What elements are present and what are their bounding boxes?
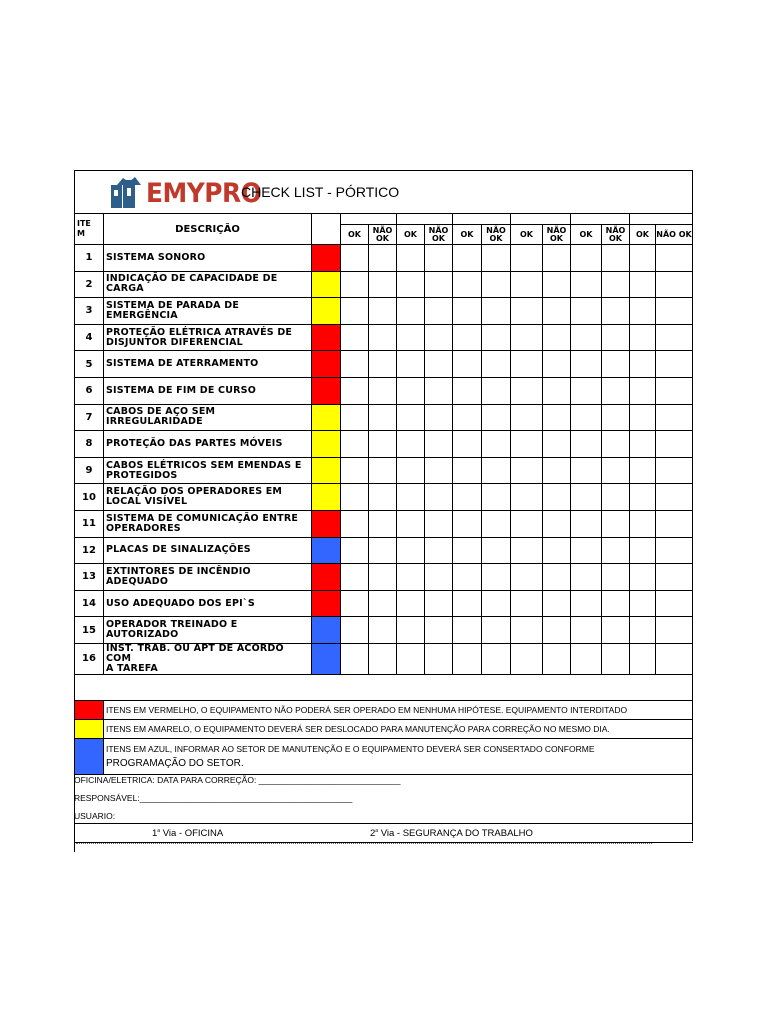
- check-cell-nao-ok[interactable]: [543, 298, 571, 325]
- legend-row-blue: [75, 738, 693, 774]
- check-cell-ok[interactable]: [511, 617, 543, 644]
- check-cell-ok[interactable]: [397, 245, 425, 272]
- header-cell: [75, 171, 693, 214]
- check-cell-ok[interactable]: [630, 590, 656, 617]
- legend-row-yellow: [75, 719, 693, 738]
- check-cell-ok[interactable]: [511, 404, 543, 431]
- item-description: CABOS DE AÇO SEM IRREGULARIDADE: [104, 404, 312, 431]
- check-cell-nao-ok[interactable]: [425, 377, 453, 404]
- check-cell-ok[interactable]: [511, 245, 543, 272]
- check-cell-ok[interactable]: [453, 457, 482, 484]
- check-cell-ok[interactable]: [630, 298, 656, 325]
- oficina-date-field[interactable]: OFICINA/ELETRICA: DATA PARA CORREÇÃO: ______________________________: [74, 775, 401, 785]
- check-cell-ok[interactable]: [341, 643, 369, 674]
- item-description: INST. TRAB. OU APT DE ACORDO COM A TAREFA: [104, 643, 312, 674]
- check-cell-nao-ok[interactable]: [369, 245, 397, 272]
- item-description: INDICAÇÃO DE CAPACIDADE DE CARGA: [104, 271, 312, 298]
- check-cell-ok[interactable]: [630, 484, 656, 511]
- check-cell-ok[interactable]: [630, 431, 656, 458]
- check-cell-nao-ok[interactable]: [425, 617, 453, 644]
- check-cell-nao-ok[interactable]: [369, 298, 397, 325]
- check-cell-nao-ok[interactable]: [656, 617, 693, 644]
- check-cell-ok[interactable]: [341, 457, 369, 484]
- column-header-color: [312, 214, 341, 245]
- check-cell-ok[interactable]: [341, 351, 369, 378]
- check-cell-ok[interactable]: [511, 537, 543, 564]
- check-cell-ok[interactable]: [397, 298, 425, 325]
- check-cell-ok[interactable]: [453, 377, 482, 404]
- check-cell-nao-ok[interactable]: [543, 245, 571, 272]
- item-number: 8: [75, 431, 104, 458]
- check-cell-ok[interactable]: [397, 431, 425, 458]
- legend-text-blue: ITENS EM AZUL, INFORMAR AO SETOR DE MANUTENÇÃO E O EQUIPAMENTO DEVERÁ SER CONSERTADO CONFORME PROGRAMAÇÃO DO SETOR.: [104, 738, 693, 774]
- check-cell-ok[interactable]: [341, 245, 369, 272]
- check-cell-nao-ok[interactable]: [602, 431, 630, 458]
- check-cell-nao-ok[interactable]: [656, 564, 693, 591]
- item-number: 1: [75, 245, 104, 272]
- check-cell-ok[interactable]: [397, 351, 425, 378]
- severity-swatch-red: [312, 324, 341, 351]
- item-description: RELAÇÃO DOS OPERADORES EM LOCAL VISÍVEL: [104, 484, 312, 511]
- check-cell-nao-ok[interactable]: [543, 271, 571, 298]
- check-cell-nao-ok[interactable]: [543, 431, 571, 458]
- check-cell-nao-ok[interactable]: [656, 590, 693, 617]
- check-cell-ok[interactable]: [511, 298, 543, 325]
- column-header-nao-ok: NÃO OK: [482, 225, 511, 245]
- check-cell-ok[interactable]: [571, 377, 602, 404]
- column-header-nao-ok: NÃO OK: [369, 225, 397, 245]
- check-group-1: [341, 214, 397, 225]
- check-cell-nao-ok[interactable]: [543, 484, 571, 511]
- check-cell-nao-ok[interactable]: [656, 377, 693, 404]
- item-number: 7: [75, 404, 104, 431]
- check-cell-ok[interactable]: [453, 484, 482, 511]
- item-number: 4: [75, 324, 104, 351]
- check-cell-ok[interactable]: [341, 564, 369, 591]
- table-row: [75, 457, 693, 484]
- check-group-3: [453, 214, 511, 225]
- check-cell-nao-ok[interactable]: [602, 324, 630, 351]
- check-cell-ok[interactable]: [571, 590, 602, 617]
- item-description: SISTEMA SONORO: [104, 245, 312, 272]
- column-header-nao-ok: NÃO OK: [656, 225, 693, 245]
- check-cell-nao-ok[interactable]: [602, 245, 630, 272]
- check-group-2: [397, 214, 453, 225]
- check-cell-nao-ok[interactable]: [602, 377, 630, 404]
- check-cell-nao-ok[interactable]: [369, 271, 397, 298]
- table-row: [75, 537, 693, 564]
- check-cell-nao-ok[interactable]: [656, 298, 693, 325]
- check-cell-nao-ok[interactable]: [656, 271, 693, 298]
- check-cell-nao-ok[interactable]: [482, 431, 511, 458]
- check-cell-nao-ok[interactable]: [482, 245, 511, 272]
- item-description: SISTEMA DE ATERRAMENTO: [104, 351, 312, 378]
- table-row: [75, 431, 693, 458]
- check-cell-nao-ok[interactable]: [425, 457, 453, 484]
- check-cell-nao-ok[interactable]: [425, 643, 453, 674]
- check-cell-nao-ok[interactable]: [369, 617, 397, 644]
- check-cell-ok[interactable]: [341, 298, 369, 325]
- check-cell-nao-ok[interactable]: [482, 484, 511, 511]
- check-cell-ok[interactable]: [511, 377, 543, 404]
- check-cell-nao-ok[interactable]: [369, 564, 397, 591]
- item-description: SISTEMA DE PARADA DE EMERGÊNCIA: [104, 298, 312, 325]
- check-cell-ok[interactable]: [571, 245, 602, 272]
- check-group-6: [630, 214, 693, 225]
- item-number: 3: [75, 298, 104, 325]
- check-cell-nao-ok[interactable]: [425, 404, 453, 431]
- check-cell-ok[interactable]: [397, 564, 425, 591]
- column-header-description: DESCRIÇÃO: [104, 214, 312, 245]
- check-cell-ok[interactable]: [453, 617, 482, 644]
- severity-swatch-red: [312, 245, 341, 272]
- severity-swatch-yellow: [312, 404, 341, 431]
- check-cell-ok[interactable]: [630, 351, 656, 378]
- check-cell-nao-ok[interactable]: [369, 457, 397, 484]
- check-cell-nao-ok[interactable]: [602, 510, 630, 537]
- severity-swatch-blue: [312, 537, 341, 564]
- check-cell-ok[interactable]: [630, 537, 656, 564]
- column-header-ok: OK: [397, 225, 425, 245]
- check-cell-nao-ok[interactable]: [425, 484, 453, 511]
- table-row: [75, 643, 693, 674]
- check-cell-ok[interactable]: [453, 537, 482, 564]
- check-cell-ok[interactable]: [397, 457, 425, 484]
- check-cell-ok[interactable]: [511, 457, 543, 484]
- check-cell-nao-ok[interactable]: [602, 404, 630, 431]
- check-cell-nao-ok[interactable]: [369, 484, 397, 511]
- check-cell-nao-ok[interactable]: [369, 351, 397, 378]
- check-cell-nao-ok[interactable]: [425, 245, 453, 272]
- check-cell-nao-ok[interactable]: [602, 537, 630, 564]
- check-cell-ok[interactable]: [397, 484, 425, 511]
- item-number: 2: [75, 271, 104, 298]
- column-header-nao-ok: NÃO OK: [425, 225, 453, 245]
- check-cell-ok[interactable]: [397, 643, 425, 674]
- check-cell-ok[interactable]: [341, 377, 369, 404]
- check-cell-nao-ok[interactable]: [425, 590, 453, 617]
- check-cell-ok[interactable]: [341, 537, 369, 564]
- logo-mark-icon: [109, 176, 145, 210]
- check-cell-ok[interactable]: [397, 537, 425, 564]
- column-header-ok: OK: [511, 225, 543, 245]
- check-cell-ok[interactable]: [630, 271, 656, 298]
- column-header-ok: OK: [341, 225, 369, 245]
- check-cell-nao-ok[interactable]: [656, 404, 693, 431]
- check-cell-ok[interactable]: [511, 351, 543, 378]
- check-cell-ok[interactable]: [630, 617, 656, 644]
- check-cell-nao-ok[interactable]: [482, 510, 511, 537]
- table-row: [75, 564, 693, 591]
- via-oficina: 1$^a$ Via - OFICINA: [152, 828, 224, 839]
- item-number: 5: [75, 351, 104, 378]
- check-cell-nao-ok[interactable]: [482, 351, 511, 378]
- check-cell-nao-ok[interactable]: [482, 564, 511, 591]
- check-cell-nao-ok[interactable]: [543, 510, 571, 537]
- check-cell-nao-ok[interactable]: [656, 510, 693, 537]
- check-cell-nao-ok[interactable]: [482, 324, 511, 351]
- severity-swatch-yellow: [312, 271, 341, 298]
- check-cell-nao-ok[interactable]: [425, 298, 453, 325]
- check-cell-ok[interactable]: [571, 351, 602, 378]
- item-number: 12: [75, 537, 104, 564]
- check-cell-nao-ok[interactable]: [482, 377, 511, 404]
- table-row: [75, 590, 693, 617]
- item-description: CABOS ELÉTRICOS SEM EMENDAS E PROTEGIDOS: [104, 457, 312, 484]
- check-cell-nao-ok[interactable]: [482, 404, 511, 431]
- check-cell-nao-ok[interactable]: [656, 351, 693, 378]
- check-cell-nao-ok[interactable]: [369, 537, 397, 564]
- item-description: EXTINTORES DE INCÊNDIO ADEQUADO: [104, 564, 312, 591]
- check-cell-nao-ok[interactable]: [602, 617, 630, 644]
- table-row: [75, 245, 693, 272]
- item-number: 6: [75, 377, 104, 404]
- check-cell-nao-ok[interactable]: [543, 457, 571, 484]
- check-cell-nao-ok[interactable]: [602, 271, 630, 298]
- check-cell-ok[interactable]: [453, 351, 482, 378]
- item-number: 10: [75, 484, 104, 511]
- check-cell-ok[interactable]: [511, 324, 543, 351]
- column-header-nao-ok: NÃO OK: [602, 225, 630, 245]
- check-cell-nao-ok[interactable]: [425, 431, 453, 458]
- item-number: 13: [75, 564, 104, 591]
- check-cell-nao-ok[interactable]: [602, 298, 630, 325]
- check-cell-nao-ok[interactable]: [369, 377, 397, 404]
- copy-routing: [74, 823, 693, 843]
- check-cell-ok[interactable]: [511, 271, 543, 298]
- check-cell-ok[interactable]: [630, 324, 656, 351]
- table-row: [75, 617, 693, 644]
- column-header-ok: OK: [571, 225, 602, 245]
- check-cell-nao-ok[interactable]: [482, 617, 511, 644]
- check-cell-nao-ok[interactable]: [543, 564, 571, 591]
- check-cell-ok[interactable]: [397, 617, 425, 644]
- check-cell-ok[interactable]: [571, 564, 602, 591]
- table-row: [75, 510, 693, 537]
- check-cell-nao-ok[interactable]: [425, 537, 453, 564]
- check-cell-nao-ok[interactable]: [425, 510, 453, 537]
- check-cell-nao-ok[interactable]: [602, 564, 630, 591]
- check-cell-ok[interactable]: [453, 431, 482, 458]
- check-cell-ok[interactable]: [453, 298, 482, 325]
- check-cell-nao-ok[interactable]: [543, 404, 571, 431]
- severity-swatch-red: [312, 590, 341, 617]
- check-cell-ok[interactable]: [630, 404, 656, 431]
- column-header-item: ITE M: [75, 214, 104, 245]
- check-cell-ok[interactable]: [571, 510, 602, 537]
- table-row: [75, 484, 693, 511]
- check-cell-nao-ok[interactable]: [482, 590, 511, 617]
- check-cell-nao-ok[interactable]: [543, 590, 571, 617]
- item-number: 11: [75, 510, 104, 537]
- item-description: OPERADOR TREINADO E AUTORIZADO: [104, 617, 312, 644]
- check-cell-nao-ok[interactable]: [543, 617, 571, 644]
- check-cell-ok[interactable]: [630, 643, 656, 674]
- severity-swatch-red: [312, 351, 341, 378]
- check-cell-ok[interactable]: [397, 510, 425, 537]
- check-cell-ok[interactable]: [341, 590, 369, 617]
- responsavel-field[interactable]: RESPONSÁVEL:_____________________________________________: [74, 793, 353, 803]
- check-cell-nao-ok[interactable]: [656, 431, 693, 458]
- check-cell-ok[interactable]: [511, 431, 543, 458]
- check-group-4: [511, 214, 571, 225]
- check-cell-ok[interactable]: [571, 271, 602, 298]
- severity-swatch-yellow: [312, 484, 341, 511]
- check-cell-ok[interactable]: [630, 377, 656, 404]
- legend-swatch-blue: [75, 738, 104, 774]
- table-row: [75, 271, 693, 298]
- check-cell-ok[interactable]: [511, 564, 543, 591]
- severity-swatch-blue: [312, 617, 341, 644]
- check-cell-nao-ok[interactable]: [656, 484, 693, 511]
- severity-swatch-red: [312, 377, 341, 404]
- check-cell-nao-ok[interactable]: [425, 324, 453, 351]
- column-header-ok: OK: [453, 225, 482, 245]
- check-cell-ok[interactable]: [571, 457, 602, 484]
- check-cell-nao-ok[interactable]: [602, 484, 630, 511]
- check-cell-ok[interactable]: [511, 643, 543, 674]
- check-cell-nao-ok[interactable]: [369, 431, 397, 458]
- item-number: 14: [75, 590, 104, 617]
- check-cell-nao-ok[interactable]: [656, 537, 693, 564]
- check-cell-nao-ok[interactable]: [425, 564, 453, 591]
- legend-text-red: ITENS EM VERMELHO, O EQUIPAMENTO NÃO PODERÁ SER OPERADO EM NENHUMA HIPÓTESE. EQUIPAMENTO INTERDITADO: [104, 700, 693, 719]
- check-cell-ok[interactable]: [571, 537, 602, 564]
- severity-swatch-blue: [312, 643, 341, 674]
- check-cell-ok[interactable]: [511, 510, 543, 537]
- check-cell-ok[interactable]: [453, 245, 482, 272]
- check-cell-ok[interactable]: [453, 564, 482, 591]
- check-cell-nao-ok[interactable]: [482, 271, 511, 298]
- legend-swatch-red: [75, 700, 104, 719]
- check-cell-ok[interactable]: [341, 484, 369, 511]
- check-cell-ok[interactable]: [453, 510, 482, 537]
- check-cell-nao-ok[interactable]: [543, 324, 571, 351]
- severity-swatch-yellow: [312, 431, 341, 458]
- item-number: 9: [75, 457, 104, 484]
- check-cell-nao-ok[interactable]: [543, 643, 571, 674]
- check-cell-ok[interactable]: [341, 324, 369, 351]
- check-cell-nao-ok[interactable]: [543, 537, 571, 564]
- item-number: 15: [75, 617, 104, 644]
- check-cell-ok[interactable]: [511, 590, 543, 617]
- check-group-5: [571, 214, 630, 225]
- check-cell-nao-ok[interactable]: [602, 351, 630, 378]
- severity-swatch-red: [312, 564, 341, 591]
- blank-row: [75, 674, 693, 700]
- check-cell-nao-ok[interactable]: [602, 590, 630, 617]
- item-number: 16: [75, 643, 104, 674]
- item-description: SISTEMA DE FIM DE CURSO: [104, 377, 312, 404]
- check-cell-ok[interactable]: [571, 484, 602, 511]
- dotted-divider: [76, 843, 652, 844]
- check-cell-ok[interactable]: [630, 510, 656, 537]
- check-cell-nao-ok[interactable]: [369, 643, 397, 674]
- check-cell-nao-ok[interactable]: [602, 643, 630, 674]
- severity-swatch-yellow: [312, 298, 341, 325]
- check-cell-nao-ok[interactable]: [543, 351, 571, 378]
- usuario-field[interactable]: USUARIO:: [74, 811, 116, 821]
- check-cell-ok[interactable]: [397, 590, 425, 617]
- check-cell-nao-ok[interactable]: [543, 377, 571, 404]
- check-cell-ok[interactable]: [571, 324, 602, 351]
- check-cell-nao-ok[interactable]: [656, 324, 693, 351]
- check-cell-ok[interactable]: [453, 643, 482, 674]
- check-cell-ok[interactable]: [571, 617, 602, 644]
- check-cell-ok[interactable]: [453, 271, 482, 298]
- check-cell-nao-ok[interactable]: [369, 404, 397, 431]
- check-cell-ok[interactable]: [397, 324, 425, 351]
- check-cell-ok[interactable]: [341, 431, 369, 458]
- check-cell-ok[interactable]: [341, 404, 369, 431]
- table-row: [75, 377, 693, 404]
- check-cell-nao-ok[interactable]: [369, 590, 397, 617]
- check-cell-ok[interactable]: [341, 617, 369, 644]
- check-cell-ok[interactable]: [571, 404, 602, 431]
- check-cell-ok[interactable]: [453, 324, 482, 351]
- logo-text: EMYPRO: [146, 177, 262, 209]
- check-cell-nao-ok[interactable]: [656, 643, 693, 674]
- table-row: [75, 351, 693, 378]
- check-cell-ok[interactable]: [511, 484, 543, 511]
- item-description: PROTEÇÃO ELÉTRICA ATRAVÉS DE DISJUNTOR DIFERENCIAL: [104, 324, 312, 351]
- check-cell-nao-ok[interactable]: [369, 324, 397, 351]
- check-cell-nao-ok[interactable]: [425, 271, 453, 298]
- check-cell-nao-ok[interactable]: [602, 457, 630, 484]
- column-header-nao-ok: NÃO OK: [543, 225, 571, 245]
- checklist-table: [74, 170, 693, 775]
- legend-text-yellow: ITENS EM AMARELO, O EQUIPAMENTO DEVERÁ SER DESLOCADO PARA MANUTENÇÃO PARA CORREÇÃO NO MESMO DIA.: [104, 719, 693, 738]
- table-row: [75, 404, 693, 431]
- check-cell-nao-ok[interactable]: [425, 351, 453, 378]
- table-row: [75, 298, 693, 325]
- severity-swatch-red: [312, 510, 341, 537]
- severity-swatch-yellow: [312, 457, 341, 484]
- check-cell-ok[interactable]: [453, 590, 482, 617]
- column-header-ok: OK: [630, 225, 656, 245]
- check-cell-nao-ok[interactable]: [482, 643, 511, 674]
- check-cell-nao-ok[interactable]: [656, 457, 693, 484]
- table-row: [75, 324, 693, 351]
- check-cell-ok[interactable]: [630, 457, 656, 484]
- check-cell-ok[interactable]: [341, 271, 369, 298]
- check-cell-ok[interactable]: [571, 298, 602, 325]
- check-cell-ok[interactable]: [630, 564, 656, 591]
- item-description: SISTEMA DE COMUNICAÇÃO ENTRE OPERADORES: [104, 510, 312, 537]
- check-cell-nao-ok[interactable]: [482, 298, 511, 325]
- check-cell-ok[interactable]: [397, 271, 425, 298]
- check-cell-nao-ok[interactable]: [369, 510, 397, 537]
- legend-row-red: [75, 700, 693, 719]
- check-cell-ok[interactable]: [630, 245, 656, 272]
- item-description: PROTEÇÃO DAS PARTES MÓVEIS: [104, 431, 312, 458]
- check-cell-ok[interactable]: [397, 404, 425, 431]
- page-title: CHECK LIST - PÓRTICO: [241, 184, 400, 200]
- check-cell-nao-ok[interactable]: [656, 245, 693, 272]
- via-seguranca: 2$^a$ Via - SEGURANÇA DO TRABALHO: [370, 828, 533, 839]
- check-cell-ok[interactable]: [571, 643, 602, 674]
- check-cell-ok[interactable]: [341, 510, 369, 537]
- check-cell-nao-ok[interactable]: [482, 457, 511, 484]
- legend-swatch-yellow: [75, 719, 104, 738]
- check-cell-nao-ok[interactable]: [482, 537, 511, 564]
- item-description: USO ADEQUADO DOS EPI`S: [104, 590, 312, 617]
- check-cell-ok[interactable]: [397, 377, 425, 404]
- item-description: PLACAS DE SINALIZAÇÕES: [104, 537, 312, 564]
- check-cell-ok[interactable]: [453, 404, 482, 431]
- check-cell-ok[interactable]: [571, 431, 602, 458]
